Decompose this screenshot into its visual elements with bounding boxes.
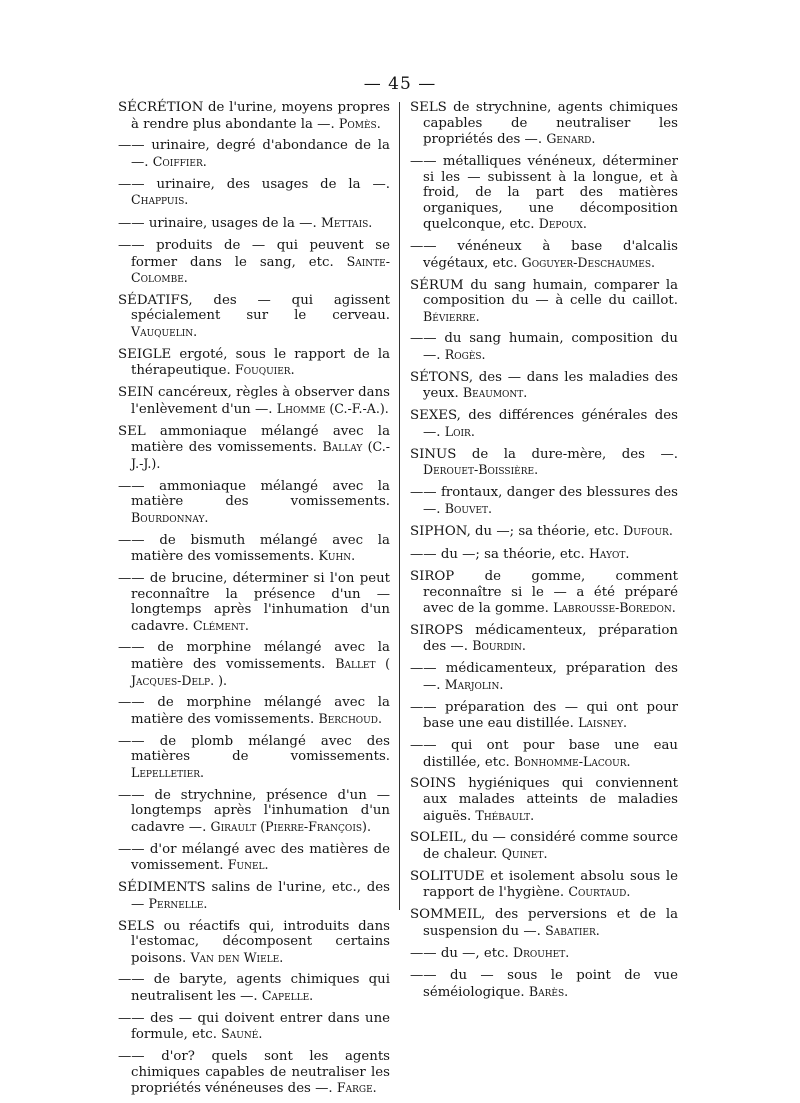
index-entry: —— ammoniaque mélangé avec la matière des vomissements. Bourdonnay. [118,478,390,525]
entry-author: Pernelle. [148,895,208,911]
entry-author: Bourdin. [472,638,526,654]
index-entry: SÉCRÉTION de l'urine, moyens propres à rendre plus abondante la —. Pomès. [118,100,390,132]
entry-author: Farge. [336,1080,377,1096]
entry-author: Chappuis. [131,192,189,208]
entry-author: Dufour. [623,523,673,539]
entry-author: Rogès. [444,347,486,363]
index-entry: —— de baryte, agents chimiques qui neutralisent les —. Capelle. [118,972,390,1005]
index-entry: —— métalliques vénéneux, déterminer si les — subissent à la longue, et à froid, de la part des matières organiques, une décomposition quelconque, etc. Depoux. [410,153,678,233]
entry-author: Lhomme (C.-F.-A.). [276,400,389,416]
index-entry: —— de strychnine, présence d'un — longtemps après l'inhumation d'un cadavre —. Girault (Pierre-François). [118,787,390,835]
entry-author: Bouvet. [444,500,493,516]
entry-author: Bévierre. [423,308,480,324]
index-entry: SELS de strychnine, agents chimiques capables de neutraliser les propriétés des —. Genard. [410,100,678,148]
index-entry: —— de morphine mélangé avec la matière des vomissements. Ballet ( Jacques-Delp. ). [118,640,391,688]
entry-author: Hayot. [588,546,630,562]
entry-author: Sainte-Colombe. [131,253,390,286]
index-entry: SOINS hygiéniques qui conviennent aux malades atteints de maladies aiguës. Thébault. [410,776,678,824]
index-entry: SEXES, des différences générales des —. Loir. [410,408,678,440]
entry-author: Labrousse-Boredon. [553,600,676,616]
index-entry: —— des — qui doivent entrer dans une formule, etc. Sauné. [118,1010,390,1043]
index-entry: SINUS de la dure-mère, des —. Derouet-Boissière. [410,446,678,478]
column-divider [399,102,400,910]
index-entry: —— de plomb mélangé avec des matières de vomissements. Lepelletier. [118,733,390,780]
index-entry: —— du — sous le point de vue séméiologique. Barès. [410,968,678,1000]
index-entry: SELS ou réactifs qui, introduits dans l'estomac, décomposent certains poisons. Van den Wiele. [118,918,390,966]
entry-author: Genard. [546,131,596,147]
entry-author: Fouquier. [235,362,295,378]
index-entry: SOMMEIL, des perversions et de la suspension du —. Sabatier. [410,907,678,939]
entry-author: Thébault. [475,807,535,823]
index-entry: SEL ammoniaque mélangé avec la matière des vomissements. Ballay (C.-J.-J.). [118,423,390,471]
index-entry: —— qui ont pour base une eau distillée, etc. Bonhomme-Lacour. [410,738,678,770]
entry-author: Sabatier. [545,922,600,938]
entry-author: Barès. [528,983,569,999]
index-entry: SIROP de gomme, comment reconnaître si le — a été préparé avec de la gomme. Labrousse-Boredon. [410,568,678,617]
index-entry: SÉDIMENTS salins de l'urine, etc., des — Pernelle. [118,880,390,912]
entry-author: Loir. [444,423,475,439]
entry-author: Laisney. [578,715,628,731]
entry-author: Depoux. [538,216,587,232]
entry-author: Ballet ( Jacques-Delp. ). [131,656,391,688]
index-entry: —— du sang humain, composition du —. Rogès. [410,331,678,364]
entry-author: Van den Wiele. [190,949,284,965]
entry-author: Goguyer-Deschaumes. [521,254,656,270]
entry-author: Courtaud. [568,884,631,900]
entry-author: Vauquelin. [131,324,198,340]
index-entry: SOLITUDE et isolement absolu sous le rapport de l'hygiène. Courtaud. [410,868,678,901]
index-entry: SEIN cancéreux, règles à observer dans l'enlèvement d'un —. Lhomme (C.-F.-A.). [118,385,390,417]
index-entry: —— médicamenteux, préparation des —. Marjolin. [410,661,678,693]
entry-author: Beaumont. [462,385,528,401]
entry-author: Drouhet. [513,945,570,961]
entry-author: Marjolin. [444,676,504,692]
index-entry: SIPHON, du —; sa théorie, etc. Dufour. [410,523,673,540]
entry-author: Ballay (C.-J.-J.). [131,439,390,471]
entry-author: Lepelletier. [131,765,204,780]
index-entry: —— de bismuth mélangé avec la matière des vomissements. Kuhn. [118,532,390,565]
entry-author: Capelle. [261,988,314,1004]
index-entry: SOLEIL, du — considéré comme source de chaleur. Quinet. [410,830,678,862]
index-entry: —— de morphine mélangé avec la matière des vomissements. Berchoud. [118,695,390,728]
page-number: — 45 — [363,74,437,94]
entry-author: Bonhomme-Lacour. [514,753,631,769]
index-entry: —— d'or mélangé avec des matières de vomissement. Funel. [118,841,390,874]
index-entry: —— vénéneux à base d'alcalis végétaux, etc. Goguyer-Deschaumes. [410,239,678,271]
entry-author: Pomès. [338,115,381,131]
index-entry: —— d'or? quels sont les agents chimiques capables de neutraliser les propriétés vénéneuses des —. Farge. [118,1049,390,1097]
entry-author: Quinet. [501,845,548,861]
left-column [118,100,390,1103]
entry-author: Berchoud. [318,711,382,727]
index-entry: SÉDATIFS, des — qui agissent spécialement sur le cerveau. Vauquelin. [118,292,390,340]
index-entry: SEIGLE ergoté, sous le rapport de la thérapeutique. Fouquier. [118,346,390,379]
entry-author: Girault (Pierre-François). [210,818,371,834]
index-entry: —— du —; sa théorie, etc. Hayot. [410,546,630,563]
entry-author: Bourdonnay. [131,509,209,525]
index-entry: —— de brucine, déterminer si l'on peut reconnaître la présence d'un — longtemps après l'inhumation d'un cadavre. Clément. [118,570,390,634]
index-entry: —— urinaire, des usages de la —. Chappuis. [118,176,390,208]
entry-author: Funel. [227,857,269,873]
right-column [410,100,678,1007]
index-entry: —— frontaux, danger des blessures des —. Bouvet. [410,484,678,517]
index-entry: SÉRUM du sang humain, comparer la composition du — à celle du caillot. Bévierre. [410,277,678,324]
index-entry: SIROPS médicamenteux, préparation des —. Bourdin. [410,622,678,655]
index-entry: —— urinaire, usages de la —. Mettais. [118,215,373,232]
index-entry: —— du —, etc. Drouhet. [410,945,570,962]
index-entry: —— urinaire, degré d'abondance de la —. Coiffier. [118,138,390,170]
entry-author: Coiffier. [152,153,207,169]
entry-author: Mettais. [320,215,373,231]
entry-author: Derouet-Boissière. [423,462,539,478]
entry-author: Clément. [193,617,249,633]
index-entry: —— préparation des — qui ont pour base une eau distillée. Laisney. [410,699,678,732]
entry-author: Sauné. [221,1026,263,1042]
entry-author: Kuhn. [318,548,356,564]
index-entry: SÉTONS, des — dans les maladies des yeux. Beaumont. [410,369,678,402]
index-entry: —— produits de — qui peuvent se former dans le sang, etc. Sainte-Colombe. [118,237,390,286]
